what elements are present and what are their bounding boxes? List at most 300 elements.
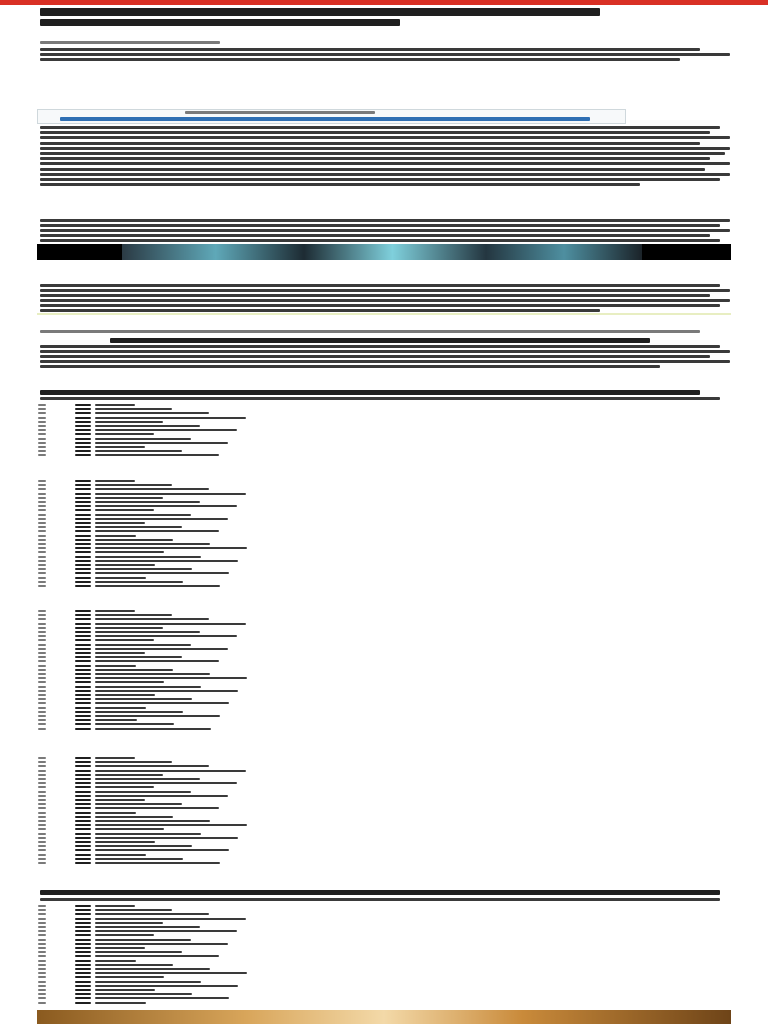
list-marker [38,610,46,612]
list-marker [38,828,46,830]
list-marker [38,782,46,784]
list-marker [38,757,46,759]
list-item-text [95,993,192,995]
list-item-text [95,833,201,835]
list-marker [38,564,46,566]
list-item-text [95,673,210,675]
list-marker [38,660,46,662]
list-marker [38,913,46,915]
list-index [75,660,91,662]
list-index [75,782,91,784]
list-index [75,644,91,646]
list-item-text [95,493,246,495]
list-item-text [95,522,145,524]
list-marker [38,951,46,953]
list-marker [38,509,46,511]
list-item-text [95,960,136,962]
list-item-text [95,989,155,991]
list-marker [38,858,46,860]
list-item-text [95,433,154,435]
list-item-text [95,728,211,730]
list-item-text [95,711,183,713]
list-item-text [95,681,164,683]
list-marker [38,715,46,717]
list-item-text [95,765,209,767]
article-text-line [40,304,720,307]
article-text-line [40,299,730,302]
list-marker [38,497,46,499]
list-marker [38,404,46,406]
list-item-text [95,761,172,763]
list-item-text [95,585,220,587]
list-marker [38,960,46,962]
list-marker [38,639,46,641]
list-index [75,774,91,776]
list-index [75,770,91,772]
list-index [75,442,91,444]
list-item-text [95,556,201,558]
list-marker [38,530,46,532]
list-item-text [95,1002,146,1004]
list-item-text [95,547,247,549]
list-item-text [95,854,146,856]
list-item-text [95,648,228,650]
list-index [75,454,91,456]
list-marker [38,429,46,431]
article-text-line [40,355,710,358]
list-item-text [95,530,219,532]
list-marker [38,665,46,667]
list-item-text [95,799,145,801]
article-text-line [40,136,730,139]
list-marker [38,690,46,692]
list-index [75,922,91,924]
list-index [75,828,91,830]
list-marker [38,433,46,435]
list-index [75,577,91,579]
list-marker [38,627,46,629]
list-item-text [95,450,182,452]
article-text-line [40,234,710,237]
list-item-text [95,803,182,805]
list-item-text [95,421,163,423]
article-text-line [40,219,730,222]
list-marker [38,985,46,987]
article-text-line [40,147,730,150]
article-text-line [40,284,720,287]
list-index [75,1002,91,1004]
list-marker [38,673,46,675]
list-index [75,530,91,532]
list-index [75,648,91,650]
list-index [75,526,91,528]
list-marker [38,635,46,637]
list-marker [38,669,46,671]
list-marker [38,820,46,822]
list-index [75,833,91,835]
list-index [75,909,91,911]
list-item-text [95,514,191,516]
list-item-text [95,627,163,629]
list-item-text [95,918,246,920]
ad-banner[interactable] [37,1010,731,1024]
list-marker [38,585,46,587]
list-marker [38,989,46,991]
list-index [75,841,91,843]
list-index [75,702,91,704]
video-thumbnail[interactable] [122,244,642,260]
list-index [75,837,91,839]
list-item-text [95,639,154,641]
list-item-text [95,858,183,860]
list-marker [38,556,46,558]
list-item-text [95,497,163,499]
list-index [75,854,91,856]
list-item-text [95,972,247,974]
list-marker [38,854,46,856]
list-marker [38,799,46,801]
list-index [75,765,91,767]
list-marker [38,812,46,814]
list-item-text [95,454,219,456]
list-index [75,858,91,860]
list-index [75,433,91,435]
list-item-text [95,782,237,784]
list-item-text [95,412,209,414]
list-index [75,845,91,847]
section-heading [110,338,650,343]
list-item-text [95,795,228,797]
list-item-text [95,505,237,507]
list-marker [38,408,46,410]
list-marker [38,765,46,767]
list-index [75,652,91,654]
list-item-text [95,417,246,419]
list-item-text [95,610,135,612]
list-marker [38,791,46,793]
list-index [75,539,91,541]
list-index [75,639,91,641]
list-marker [38,543,46,545]
list-marker [38,997,46,999]
list-item-text [95,568,192,570]
list-item-text [95,438,191,440]
article-text-line [40,289,730,292]
list-marker [38,656,46,658]
article-text-line [40,898,720,901]
list-marker [38,514,46,516]
list-item-text [95,581,183,583]
list-index [75,778,91,780]
list-marker [38,719,46,721]
list-item-text [95,644,191,646]
list-marker [38,572,46,574]
list-item-text [95,845,192,847]
list-marker [38,795,46,797]
list-item-text [95,939,191,941]
list-item-text [95,631,200,633]
list-marker [38,930,46,932]
list-index [75,723,91,725]
list-marker [38,454,46,456]
list-marker [38,698,46,700]
list-marker [38,833,46,835]
list-index [75,509,91,511]
list-index [75,543,91,545]
list-index [75,812,91,814]
list-item-text [95,690,238,692]
list-index [75,572,91,574]
list-item-text [95,539,173,541]
list-index [75,807,91,809]
article-text-line [40,350,730,353]
list-item-text [95,849,229,851]
list-marker [38,1002,46,1004]
list-index [75,795,91,797]
list-marker [38,976,46,978]
list-marker [38,845,46,847]
list-marker [38,577,46,579]
list-item-text [95,480,135,482]
list-marker [38,728,46,730]
list-index [75,627,91,629]
article-text-line [40,168,705,171]
list-item-text [95,926,200,928]
list-index [75,711,91,713]
list-index [75,547,91,549]
section-heading [40,890,720,895]
list-index [75,728,91,730]
list-item-text [95,820,210,822]
list-marker [38,972,46,974]
list-marker [38,707,46,709]
article-text-line [40,152,725,155]
list-item-text [95,488,209,490]
list-index [75,707,91,709]
list-index [75,791,91,793]
list-marker [38,623,46,625]
list-item-text [95,807,219,809]
list-index [75,913,91,915]
list-item-text [95,770,246,772]
list-item-text [95,841,155,843]
list-index [75,404,91,406]
list-index [75,681,91,683]
list-item-text [95,572,229,574]
list-marker [38,807,46,809]
toc-heading [185,111,375,114]
list-item-text [95,862,220,864]
list-index [75,761,91,763]
list-item-text [95,934,154,936]
list-item-text [95,812,136,814]
list-index [75,976,91,978]
list-item-text [95,930,237,932]
article-text-line [40,131,710,134]
list-item-text [95,535,136,537]
list-item-text [95,976,164,978]
list-item-text [95,404,135,406]
list-item-text [95,702,229,704]
list-index [75,955,91,957]
list-item-text [95,955,219,957]
list-index [75,669,91,671]
list-item-text [95,501,200,503]
article-text-line [40,183,640,186]
list-index [75,934,91,936]
list-index [75,905,91,907]
list-item-text [95,791,191,793]
list-index [75,690,91,692]
list-item-text [95,985,238,987]
list-index [75,522,91,524]
list-marker [38,480,46,482]
list-index [75,585,91,587]
list-index [75,964,91,966]
list-marker [38,677,46,679]
list-item-text [95,828,164,830]
list-index [75,943,91,945]
list-marker [38,618,46,620]
list-item-text [95,964,173,966]
list-marker [38,761,46,763]
list-marker [38,442,46,444]
list-index [75,803,91,805]
list-item-text [95,909,172,911]
list-index [75,412,91,414]
list-index [75,985,91,987]
list-index [75,816,91,818]
list-item-text [95,951,182,953]
list-marker [38,723,46,725]
list-index [75,715,91,717]
list-index [75,635,91,637]
list-item-text [95,652,145,654]
list-marker [38,501,46,503]
list-item-text [95,997,229,999]
article-text-line [40,239,720,242]
list-item-text [95,446,145,448]
list-marker [38,909,46,911]
article-text-line [40,397,720,400]
list-index [75,757,91,759]
section-divider [37,313,731,315]
list-index [75,556,91,558]
intro-text-line [40,48,700,51]
list-marker [38,560,46,562]
list-item-text [95,635,237,637]
list-marker [38,702,46,704]
list-item-text [95,694,155,696]
list-index [75,484,91,486]
list-item-text [95,408,172,410]
list-index [75,408,91,410]
list-marker [38,551,46,553]
list-index [75,450,91,452]
page-title-line [40,8,600,16]
list-index [75,939,91,941]
list-index [75,568,91,570]
list-marker [38,922,46,924]
list-marker [38,849,46,851]
list-index [75,665,91,667]
article-text-line [40,229,730,232]
list-index [75,493,91,495]
list-marker [38,803,46,805]
list-item-text [95,677,247,679]
list-marker [38,955,46,957]
list-item-text [95,922,163,924]
list-marker [38,614,46,616]
list-index [75,614,91,616]
list-marker [38,681,46,683]
list-item-text [95,824,247,826]
list-item-text [95,913,209,915]
list-item-text [95,905,135,907]
list-marker [38,774,46,776]
article-text-line [40,173,730,176]
list-index [75,535,91,537]
list-item-text [95,509,154,511]
list-marker [38,526,46,528]
list-index [75,497,91,499]
list-item-text [95,614,172,616]
list-index [75,631,91,633]
list-marker [38,568,46,570]
list-item-text [95,757,135,759]
list-item-text [95,665,136,667]
list-index [75,686,91,688]
list-index [75,501,91,503]
video-embed[interactable] [37,244,731,260]
article-text-line [40,224,720,227]
list-item-text [95,786,154,788]
list-item-text [95,660,219,662]
list-marker [38,947,46,949]
list-index [75,930,91,932]
intro-text-line [40,53,730,56]
list-marker [38,522,46,524]
article-text-line [40,345,720,348]
list-item-text [95,543,210,545]
list-index [75,560,91,562]
article-text-line [40,162,730,165]
list-marker [38,711,46,713]
list-marker [38,547,46,549]
list-item-text [95,778,200,780]
list-index [75,972,91,974]
article-text-line [40,126,720,129]
list-item-text [95,551,164,553]
meta-line [40,41,220,44]
list-index [75,918,91,920]
list-marker [38,446,46,448]
list-item-text [95,618,209,620]
article-text-line [40,294,710,297]
list-index [75,968,91,970]
list-item-text [95,656,182,658]
list-index [75,488,91,490]
list-index [75,505,91,507]
list-marker [38,934,46,936]
list-item-text [95,719,137,721]
list-index [75,719,91,721]
list-marker [38,770,46,772]
list-marker [38,421,46,423]
toc-link-line [60,117,590,121]
top-accent-bar [0,0,768,5]
list-index [75,581,91,583]
